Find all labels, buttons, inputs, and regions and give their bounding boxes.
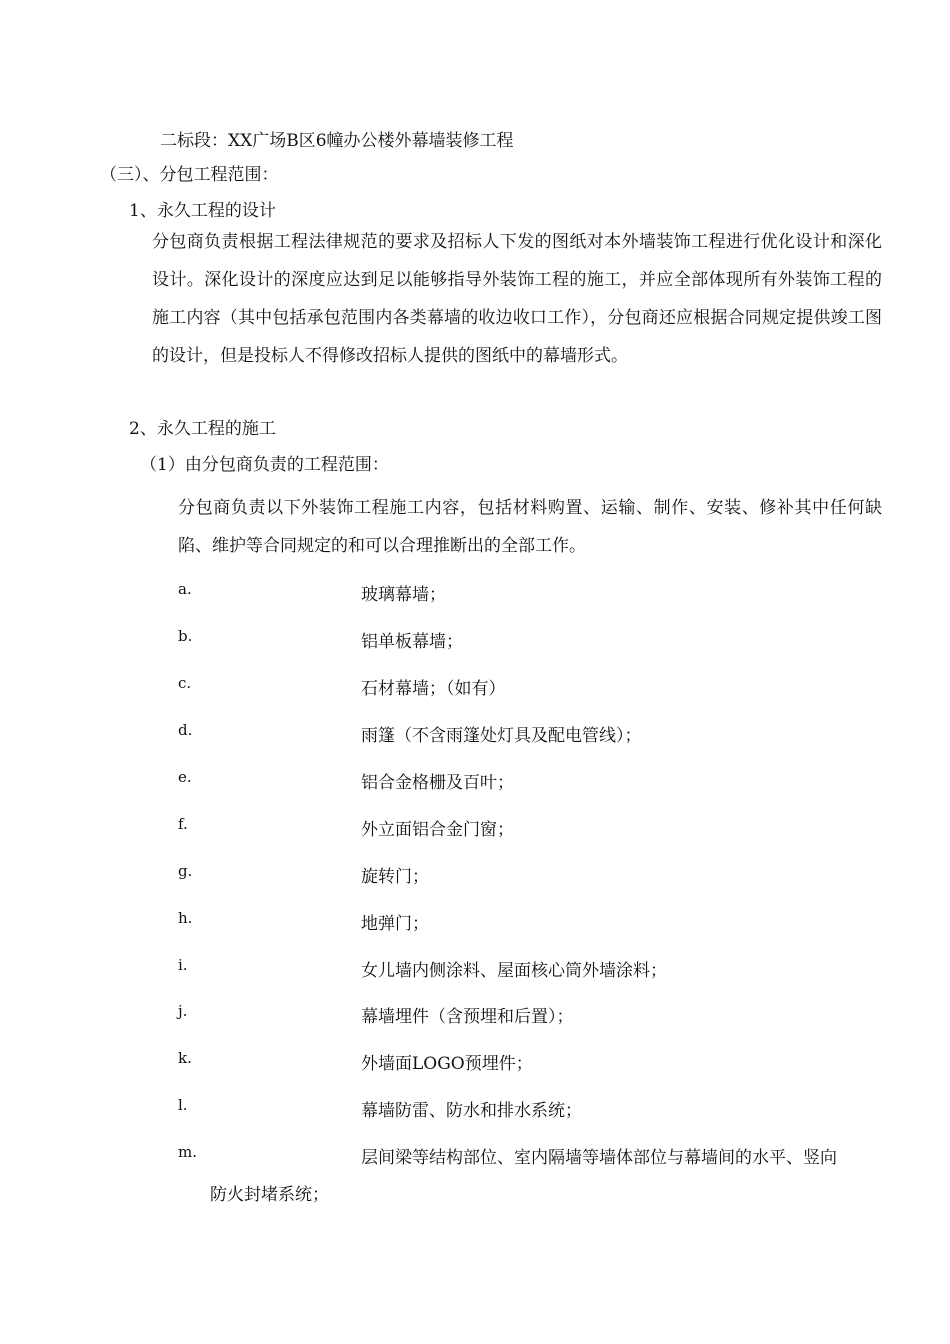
- section-two-line: 二标段：XX广场B区6幢办公楼外幕墙装修工程: [160, 131, 514, 151]
- item-letter: m.: [178, 1143, 197, 1161]
- list-item: [0, 862, 950, 892]
- item-text: 外立面铝合金门窗；: [361, 820, 514, 840]
- list-item: [0, 674, 950, 704]
- item-text: 雨篷（不含雨篷处灯具及配电管线）；: [361, 726, 642, 746]
- subcontractor-scope-heading: （1）由分包商负责的工程范围：: [140, 455, 389, 475]
- item-letter: a.: [178, 580, 192, 598]
- construction-heading: 2、永久工程的施工: [129, 419, 276, 439]
- list-item: [0, 1002, 950, 1032]
- item-letter: d.: [178, 721, 193, 739]
- item-text: 幕墙埋件（含预埋和后置）；: [361, 1007, 574, 1027]
- item-text: 铝单板幕墙；: [361, 632, 463, 652]
- list-item: [0, 956, 950, 986]
- construction-paragraph: 分包商负责以下外装饰工程施工内容，包括材料购置、运输、制作、安装、修补其中任何缺陷、维护等合同规定的和可以合理推断出的全部工作。: [178, 498, 882, 556]
- list-item: [0, 1049, 950, 1079]
- item-text: 石材幕墙；（如有）: [361, 679, 506, 699]
- item-text: 幕墙防雷、防水和排水系统；: [361, 1101, 582, 1121]
- list-item: [0, 815, 950, 845]
- list-item: [0, 721, 950, 751]
- item-letter: g.: [178, 862, 193, 880]
- list-item: [0, 768, 950, 798]
- item-text: 层间梁等结构部位、室内隔墙等墙体部位与幕墙间的水平、竖向: [361, 1148, 837, 1168]
- scope-heading: （三）、分包工程范围：: [100, 165, 279, 185]
- list-item: [0, 1096, 950, 1126]
- list-item: [0, 1143, 950, 1173]
- item-letter: c.: [178, 674, 192, 692]
- list-item: [0, 627, 950, 657]
- item-letter: i.: [178, 956, 188, 974]
- item-text: 旋转门；: [361, 867, 429, 887]
- item-letter: k.: [178, 1049, 192, 1067]
- item-text: 玻璃幕墙；: [361, 585, 446, 605]
- item-letter: h.: [178, 909, 193, 927]
- item-text: 地弹门；: [361, 914, 429, 934]
- item-text: 铝合金格栅及百叶；: [361, 773, 514, 793]
- item-text: 女儿墙内侧涂料、屋面核心筒外墙涂料；: [361, 961, 667, 981]
- item-letter: j.: [178, 1002, 188, 1020]
- list-item: [0, 909, 950, 939]
- item-m-continuation: 防火封堵系统；: [210, 1185, 329, 1205]
- item-letter: l.: [178, 1096, 188, 1114]
- item-letter: e.: [178, 768, 192, 786]
- design-heading: 1、永久工程的设计: [129, 201, 276, 221]
- item-letter: f.: [178, 815, 188, 833]
- list-item: [0, 580, 950, 610]
- item-text: 外墙面LOGO预埋件；: [361, 1054, 533, 1074]
- item-letter: b.: [178, 627, 193, 645]
- design-paragraph: 分包商负责根据工程法律规范的要求及招标人下发的图纸对本外墙装饰工程进行优化设计和深化设计。深化设计的深度应达到足以能够指导外装饰工程的施工，并应全部体现所有外装饰工程的施工内容（其中包括承包范围内各类幕墙的收边收口工作），分包商还应根据合同规定提供竣工图的设计，但是投标人不得修改招标人提供的图纸中的幕墙形式。: [152, 232, 882, 366]
